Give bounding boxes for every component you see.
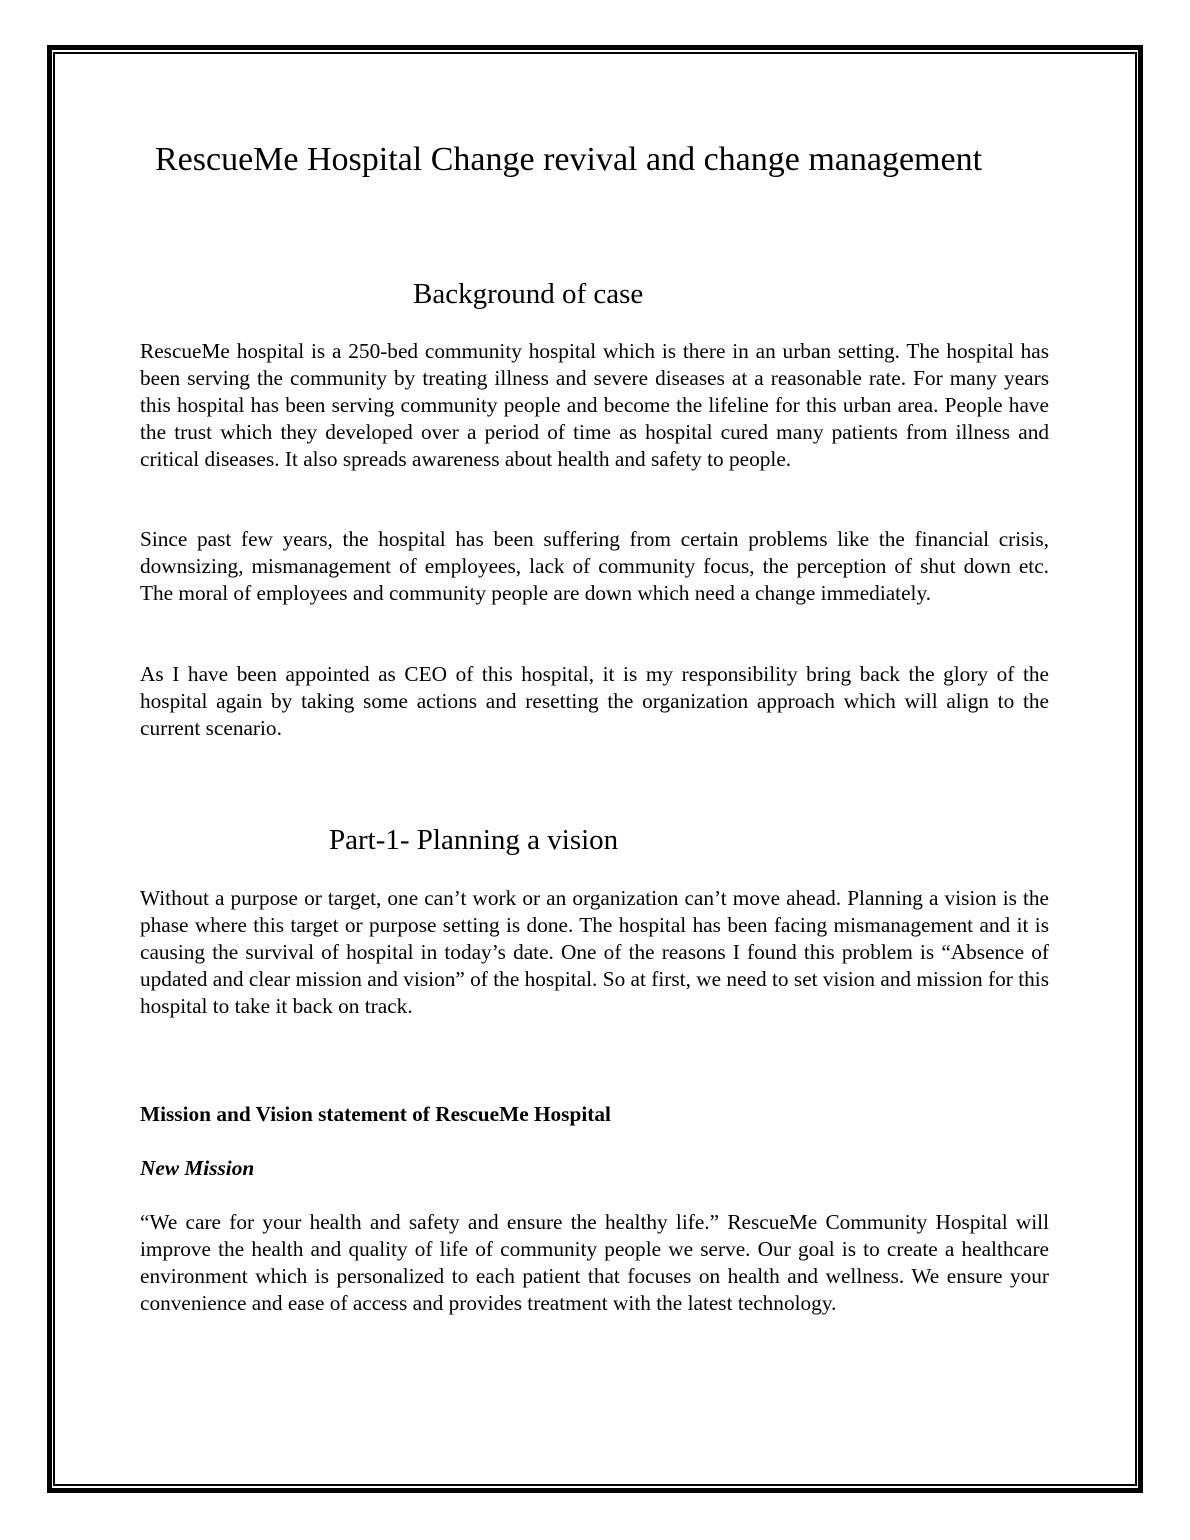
heading-mission-vision-statement: Mission and Vision statement of RescueMe Hospital (140, 1102, 611, 1126)
document-title: RescueMe Hospital Change revival and change management (155, 141, 983, 178)
subheading-new-mission: New Mission (140, 1156, 255, 1180)
mission-paragraph-1: “We care for your health and safety and ensure the healthy life.” RescueMe Community Hospital will improve the health and quality of life of community people we serve. Our goal is to create a healthcare environment which is personalized to each patient that focuses on health and wellness. We ensure your convenience and ease of access and provides treatment with the latest technology. (140, 1210, 1049, 1315)
heading-part-1-planning-a-vision: Part-1- Planning a vision (329, 824, 619, 856)
heading-background-of-case: Background of case (413, 278, 644, 310)
part1-paragraph-1: Without a purpose or target, one can’t work or an organization can’t move ahead. Planning a vision is the phase where this target or purpose setting is done. The hospital has been facing mismanagement and it is causing the survival of hospital in today’s date. One of the reasons I found this problem is “Absence of updated and clear mission and vision” of the hospital. So at first, we need to set vision and mission for this hospital to take it back on track. (140, 886, 1049, 1018)
background-paragraph-2: Since past few years, the hospital has been suffering from certain problems like the financial crisis, downsizing, mismanagement of employees, lack of community focus, the perception of shut down etc. The moral of employees and community people are down which need a change immediately. (140, 527, 1049, 605)
background-paragraph-1: RescueMe hospital is a 250-bed community hospital which is there in an urban setting. The hospital has been serving the community by treating illness and severe diseases at a reasonable rate. For many years this hospital has been serving community people and become the lifeline for this urban area. People have the trust which they developed over a period of time as hospital cured many patients from illness and critical diseases. It also spreads awareness about health and safety to people. (140, 339, 1049, 471)
background-paragraph-3: As I have been appointed as CEO of this hospital, it is my responsibility bring back the glory of the hospital again by taking some actions and resetting the organization approach which will align to the current scenario. (140, 662, 1049, 740)
